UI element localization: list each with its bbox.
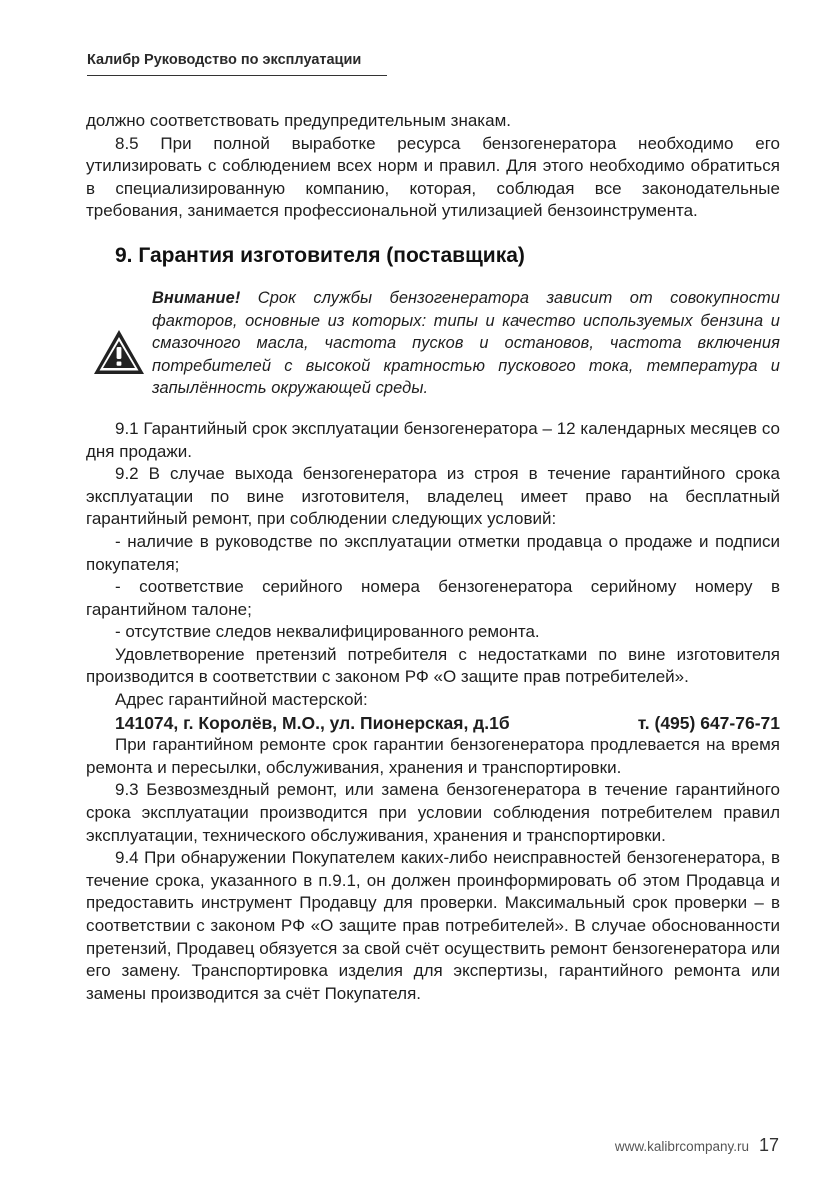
service-address (86, 712, 780, 735)
list-item: - соответствие серийного номера бензогенератора серийному номеру в гарантийном талоне; (86, 577, 780, 619)
section-title: 9. Гарантия изготовителя (поставщика) (115, 243, 525, 267)
paragraph: 9.1 Гарантийный срок эксплуатации бензогенератора – 12 календарных месяцев со дня продажи. (86, 418, 780, 461)
paragraph: При гарантийном ремонте срок гарантии бензогенератора продлевается на время ремонта и пересылки, обслуживания, хранения и транспортировки. (86, 735, 780, 777)
footer-url[interactable]: www.kalibrcompany.ru (614, 1139, 749, 1154)
page-footer (615, 1135, 779, 1156)
paragraph: 9.4 При обнаружении Покупателем каких-либо неисправностей бензогенератора, в течение срока, указанного в п.9.1, он должен проинформировать об этом Продавца и предоставить инструмент Продавцу для проверки. Максимальный срок проверки – в соответствии с законом РФ «О защите прав потребителей». В случае обоснованности претензий, Продавец обязуется за свой счёт осуществить ремонт бензогенератора или его замену. Транспортировка изделия для экспертизы, гарантийного ремонта или замены производится за счёт Покупателя. (86, 848, 780, 1003)
address-phone: т. (495) 647-76-71 (637, 712, 780, 733)
paragraph: Удовлетворение претензий потребителя с недостатками по вине изготовителя производится в соответствии с законом РФ «О защите прав потребителей». (86, 644, 780, 687)
warning-body: Срок службы бензогенератора зависит от совокупности факторов, основные из которых: типы и качество используемых бензина и смазочного масла, частота пусков и остановов, частота включения потребителей с высокой кратностью пускового тока, температура и запылённость окружающей среды. (152, 288, 780, 398)
page-number: 17 (758, 1135, 779, 1155)
running-header: Калибр Руководство по эксплуатации (87, 52, 387, 76)
address-text: 141074, г. Королёв, М.О., ул. Пионерская, д.1б (115, 712, 510, 733)
list-item: - наличие в руководстве по эксплуатации отметки продавца о продаже и подписи покупателя; (86, 531, 780, 574)
warning-text (152, 287, 780, 400)
list-item: - отсутствие следов неквалифицированного ремонта. (115, 622, 540, 642)
warning-label: Внимание! (152, 288, 241, 307)
paragraph: 9.2 В случае выхода бензогенератора из строя в течение гарантийного срока эксплуатации по вине изготовителя, владелец имеет право на бесплатный гарантийный ремонт, при соблюдении следующих условий: (86, 464, 780, 529)
warning-triangle-icon (92, 287, 150, 400)
warning-block (92, 287, 780, 400)
page-content (86, 110, 780, 1005)
paragraph: 8.5 При полной выработке ресурса бензогенератора необходимо его утилизировать с соблюдением всех норм и правил. Для этого необходимо обратиться в специализированную компанию, которая, соблюдая все законодательные требования, занимается профессиональной утилизацией бензоинструмента. (86, 133, 780, 221)
paragraph: должно соответствовать предупредительным знакам. (86, 111, 511, 130)
paragraph: Адрес гарантийной мастерской: (115, 690, 368, 710)
paragraph: 9.3 Безвозмездный ремонт, или замена бензогенератора в течение гарантийного срока эксплуатации производится при условии соблюдения потребителем правил эксплуатации, технического обслуживания, хранения и транспортировки. (86, 780, 780, 845)
